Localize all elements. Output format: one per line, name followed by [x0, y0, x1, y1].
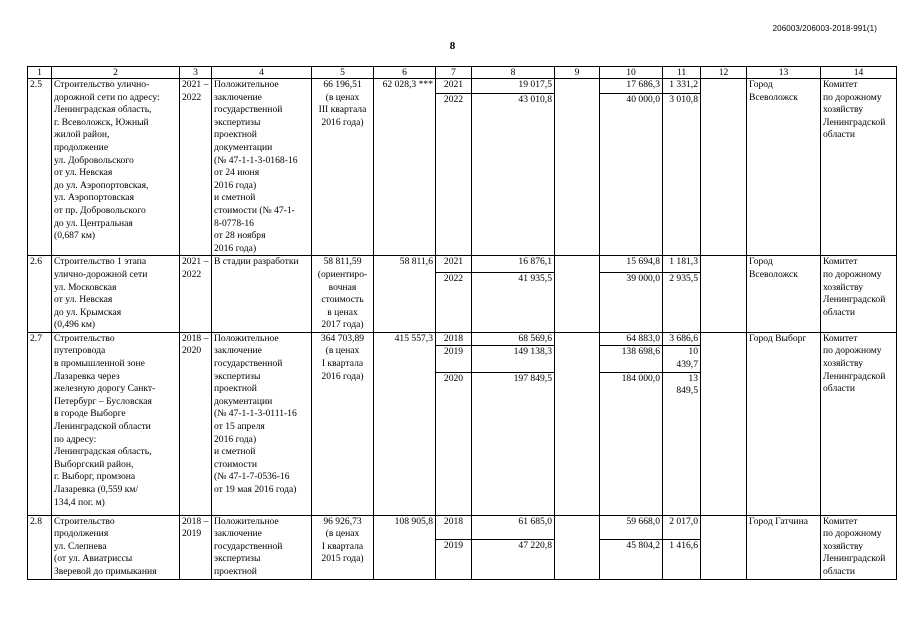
amount-col11: 1 331,2	[663, 79, 701, 94]
amount-col10: 17 686,3	[600, 79, 663, 94]
amount-col9	[555, 515, 600, 579]
object-name: Строительство путепровода в промышленной зоне Лазаревка через железную дорогу Санкт- Петербург – Бусловская в городе Выборге Ленинградской области по адресу: Ленинградская область, Выборгский район, г. Выборг, промзона Лазаревка (0,559 км/ 134,4 пог. м)	[52, 332, 180, 515]
column-header: 8	[472, 67, 555, 79]
object-name: Строительство 1 этапа улично-дорожной сети ул. Московская от ул. Невская до ул. Крымская (0,496 км)	[52, 256, 180, 333]
amount-col11: 1 181,3	[663, 256, 701, 273]
total-cost: 58 811,6	[374, 256, 436, 333]
table-row	[28, 256, 897, 273]
period: 2018 – 2019	[180, 515, 212, 579]
estimated-cost: 66 196,51 (в ценах III квартала 2016 года)	[312, 79, 374, 256]
total-cost: 415 557,3	[374, 332, 436, 515]
amount-col11: 1 416,6	[663, 539, 701, 579]
row-number: 2.6	[28, 256, 52, 333]
column-header: 11	[663, 67, 701, 79]
responsible-org: Комитет по дорожному хозяйству Ленинградской области	[821, 515, 897, 579]
year: 2019	[436, 539, 472, 579]
responsible-org: Комитет по дорожному хозяйству Ленинградской области	[821, 256, 897, 333]
amount-col9	[555, 256, 600, 333]
year: 2018	[436, 332, 472, 346]
total-cost: 62 028,3 ***	[374, 79, 436, 256]
column-header: 14	[821, 67, 897, 79]
location: Город Всеволожск	[747, 256, 821, 333]
amount-col8: 47 220,8	[472, 539, 555, 579]
responsible-org: Комитет по дорожному хозяйству Ленинградской области	[821, 332, 897, 515]
amount-col8: 41 935,5	[472, 272, 555, 332]
program-table	[27, 66, 897, 580]
column-header: 4	[212, 67, 312, 79]
responsible-org: Комитет по дорожному хозяйству Ленинградской области	[821, 79, 897, 256]
estimated-cost: 364 703,89 (в ценах I квартала 2016 года)	[312, 332, 374, 515]
year: 2019	[436, 346, 472, 372]
period: 2021 – 2022	[180, 256, 212, 333]
amount-col12	[701, 256, 747, 333]
location: Город Всеволожск	[747, 79, 821, 256]
column-header: 7	[436, 67, 472, 79]
amount-col10: 40 000,0	[600, 94, 663, 256]
column-header: 13	[747, 67, 821, 79]
table-row	[28, 79, 897, 94]
column-header: 3	[180, 67, 212, 79]
amount-col11: 3 010,8	[663, 94, 701, 256]
documentation: Положительное заключение государственной экспертизы проектной	[212, 515, 312, 579]
total-cost: 108 905,8	[374, 515, 436, 579]
estimated-cost: 96 926,73 (в ценах I квартала 2015 года)	[312, 515, 374, 579]
period: 2018 – 2020	[180, 332, 212, 515]
amount-col9	[555, 332, 600, 515]
column-header: 6	[374, 67, 436, 79]
object-name: Строительство улично- дорожной сети по адресу: Ленинградская область, г. Всеволожск, Южный жилой район, продолжение ул. Добровольского от ул. Невская до ул. Аэропортовская, ул. Аэропортовская от пр. Добровольского до ул. Центральная (0,687 км)	[52, 79, 180, 256]
amount-col9	[555, 79, 600, 256]
object-name: Строительство продолжения ул. Слепнева (от ул. Авиатриссы Зверевой до примыкания	[52, 515, 180, 579]
location: Город Гатчина	[747, 515, 821, 579]
row-number: 2.8	[28, 515, 52, 579]
amount-col10: 59 668,0	[600, 515, 663, 539]
column-number-row	[28, 67, 897, 79]
amount-col10: 15 694,8	[600, 256, 663, 273]
amount-col10: 64 883,0	[600, 332, 663, 346]
amount-col8: 149 138,3	[472, 346, 555, 372]
amount-col8: 16 876,1	[472, 256, 555, 273]
amount-col12	[701, 515, 747, 579]
column-header: 1	[28, 67, 52, 79]
period: 2021 – 2022	[180, 79, 212, 256]
table-row	[28, 332, 897, 346]
amount-col11: 2 935,5	[663, 272, 701, 332]
column-header: 5	[312, 67, 374, 79]
amount-col10: 184 000,0	[600, 372, 663, 515]
page-number: 8	[449, 40, 456, 52]
amount-col11: 10 439,7	[663, 346, 701, 372]
amount-col10: 45 804,2	[600, 539, 663, 579]
amount-col10: 138 698,6	[600, 346, 663, 372]
documentation: Положительное заключение государственной экспертизы проектной документации (№ 47-1-1-3-0111-16 от 15 апреля 2016 года) и сметной стоимости (№ 47-1-7-0536-16 от 19 мая 2016 года)	[212, 332, 312, 515]
amount-col12	[701, 79, 747, 256]
column-header: 9	[555, 67, 600, 79]
amount-col8: 68 569,6	[472, 332, 555, 346]
amount-col8: 197 849,5	[472, 372, 555, 515]
year: 2020	[436, 372, 472, 515]
column-header: 2	[52, 67, 180, 79]
amount-col8: 43 010,8	[472, 94, 555, 256]
column-header: 12	[701, 67, 747, 79]
year: 2022	[436, 272, 472, 332]
amount-col8: 61 685,0	[472, 515, 555, 539]
estimated-cost: 58 811,59 (ориентиро- вочная стоимость в ценах 2017 года)	[312, 256, 374, 333]
year: 2021	[436, 256, 472, 273]
year: 2022	[436, 94, 472, 256]
documentation: В стадии разработки	[212, 256, 312, 333]
row-number: 2.5	[28, 79, 52, 256]
amount-col11: 2 017,0	[663, 515, 701, 539]
amount-col12	[701, 332, 747, 515]
column-header: 10	[600, 67, 663, 79]
year: 2021	[436, 79, 472, 94]
document-id: 206003/206003-2018-991(1)	[772, 24, 877, 33]
location: Город Выборг	[747, 332, 821, 515]
amount-col8: 19 017,5	[472, 79, 555, 94]
year: 2018	[436, 515, 472, 539]
documentation: Положительное заключение государственной экспертизы проектной документации (№ 47-1-1-3-0168-16 от 24 июня 2016 года) и сметной стоимости (№ 47-1- 8-0778-16 от 28 ноября 2016 года)	[212, 79, 312, 256]
row-number: 2.7	[28, 332, 52, 515]
amount-col11: 3 686,6	[663, 332, 701, 346]
amount-col10: 39 000,0	[600, 272, 663, 332]
table-row	[28, 515, 897, 539]
amount-col11: 13 849,5	[663, 372, 701, 515]
